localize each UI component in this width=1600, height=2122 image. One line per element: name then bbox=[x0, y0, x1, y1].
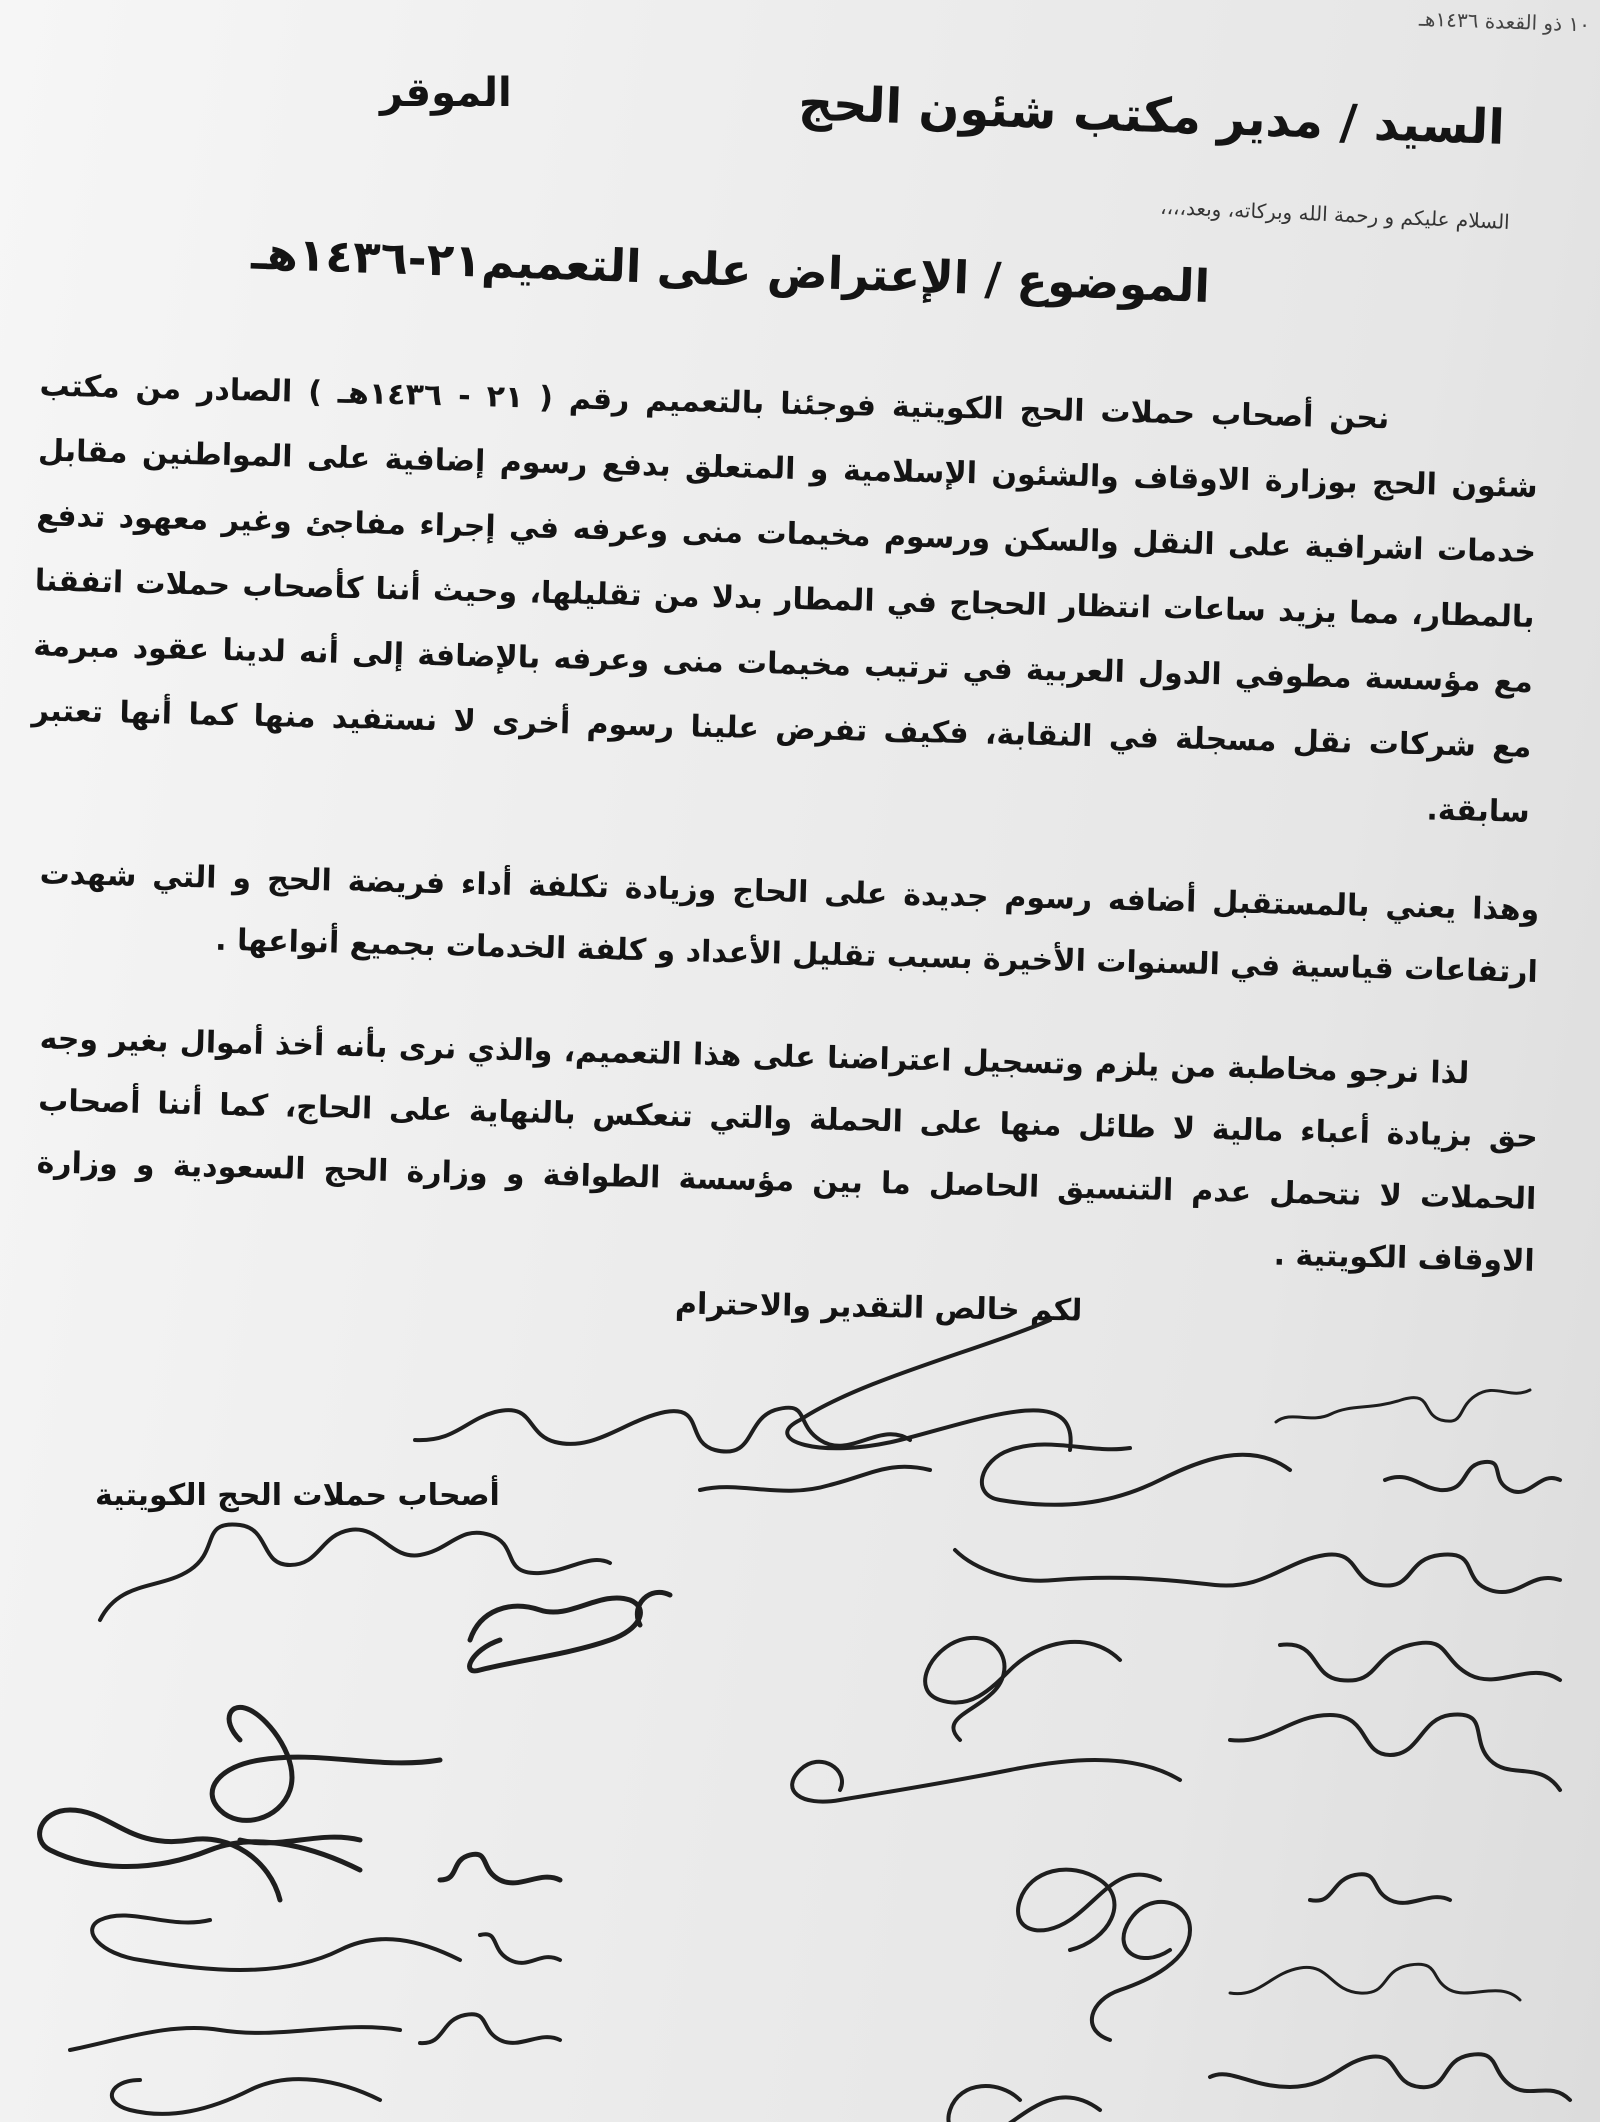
signature-left-large bbox=[212, 1707, 440, 1843]
signature-mutairi bbox=[1210, 2054, 1570, 2100]
closing-line: لكم خالص التقدير والاحترام bbox=[674, 1286, 1083, 1329]
greeting-line: السلام عليكم و رحمة الله وبركاته، وبعد،،،، bbox=[1160, 194, 1511, 234]
honorific: الموقر bbox=[380, 70, 512, 116]
signature-jamhad bbox=[470, 1592, 670, 1671]
signature-middle-scribble bbox=[1092, 1902, 1190, 2040]
signature-bottom-left bbox=[112, 2079, 380, 2114]
signature-mishari bbox=[40, 1810, 560, 1900]
subject-line: الموضوع / الإعتراض على التعميم٢١-١٤٣٦هـ bbox=[250, 226, 1211, 313]
body-paragraph-2: وهذا يعني بالمستقبل أضافه رسوم جديدة على الحاج وزيادة تكلفة أداء فريضة الحج و التي شهدت ارتفاعات قياسية في السنوات الأخيرة بسبب تقليل الأعداد و كلفة الخدمات بجميع أنواعها . bbox=[39, 856, 1540, 990]
body-paragraph-1: نحن أصحاب حملات الحج الكويتية فوجئنا بالتعميم رقم ( ٢١ - ١٤٣٦هـ ) الصادر من مكتب شئون الحج بوزارة الاوقاف والشئون الإسلامية و المتعلق بدفع رسوم إضافية على المواطنين مقابل خدمات اشرافية على النقل والسكن ورسوم مخيمات منى وعرفه في إجراء مفاجئ وغير معهود تدفع بالمطار، مما يزيد ساعات انتظار الحجاج في المطار بدلا من تقليلها، وحيث أننا كأصحاب حملات اتفقنا مع مؤسسة مطوفي الدول العربية في ترتيب مخيمات منى وعرفه بالإضافة إلى أنه لدينا عقود مبرمة مع شركات نقل مسجلة في النقابة، فكيف تفرض علينا رسوم أخرى لا نستفيد منها كما أنها تعتبر سابقة. bbox=[31, 368, 1539, 830]
signature-anzi bbox=[70, 2014, 560, 2050]
signature-adel-dawas bbox=[1276, 1390, 1530, 1422]
signature-yasin bbox=[92, 1915, 560, 1970]
signature-sirafi bbox=[792, 1714, 1560, 1801]
recipient-line: السيد / مدير مكتب شئون الحج bbox=[797, 75, 1506, 156]
signature-ashour bbox=[1230, 1964, 1520, 2000]
signature-ali-hamad bbox=[982, 1445, 1560, 1505]
body-paragraph-3: لذا نرجو مخاطبة من يلزم وتسجيل اعتراضنا على هذا التعميم، والذي نرى بأنه أخذ أموال بغير وجه حق بزيادة أعباء مالية لا طائل منها على الحملة والتي تنعكس بالنهاية على الحاج، كما أننا أصحاب الحملات لا نتحمل عدم التنسيق الحاصل ما بين مؤسسة الطوافة و وزارة الحج السعودية و وزارة الاوقاف الكويتية . bbox=[36, 1021, 1539, 1279]
reference-date: ١٠ ذو القعدة ١٤٣٦هـ bbox=[1418, 6, 1591, 37]
signature-loop-top bbox=[787, 1320, 1070, 1450]
signature-fahad-saeed bbox=[925, 1638, 1560, 1740]
signature-bottom-center bbox=[948, 2086, 1100, 2122]
signatory-line: أصحاب حملات الحج الكويتية bbox=[95, 1478, 500, 1513]
signature-mansour bbox=[955, 1550, 1560, 1592]
signature-soufoun bbox=[1018, 1870, 1450, 1950]
